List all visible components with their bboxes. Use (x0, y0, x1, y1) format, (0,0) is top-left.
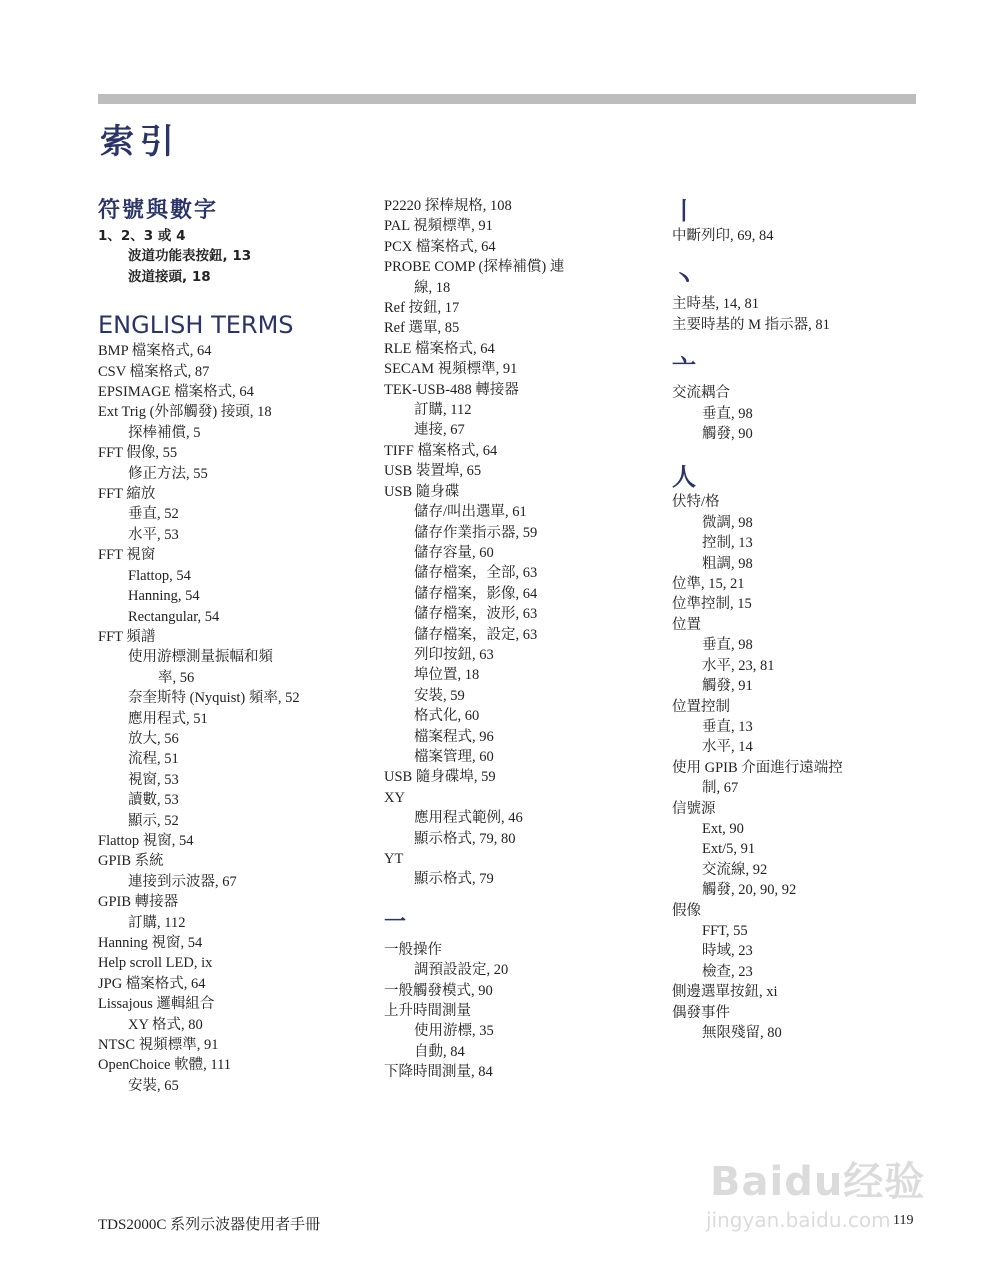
index-entry: PROBE COMP (探棒補償) 連 (384, 259, 565, 276)
index-entry: 位準, 15, 21 (672, 576, 745, 593)
index-subentry: 安裝, 59 (414, 687, 465, 704)
index-section (384, 908, 664, 1083)
index-entry: 主時基, 14, 81 (672, 296, 759, 313)
index-subentry: 儲存容量, 60 (414, 544, 494, 561)
header-rule (98, 94, 916, 104)
index-entry: 信號源 (672, 800, 716, 817)
index-subentry: 格式化, 60 (414, 708, 480, 725)
index-entry: 使用 GPIB 介面進行遠端控 (672, 759, 843, 776)
index-subentry: 粗調, 98 (702, 555, 753, 572)
index-subentry: 時域, 23 (702, 943, 753, 960)
index-subentry: 訂購, 112 (128, 914, 186, 931)
index-subentry: 水平, 14 (702, 739, 753, 756)
index-subentry: 連接到示波器, 67 (128, 873, 237, 890)
index-subentry: 波道功能表按鈕, 13 (128, 248, 252, 265)
index-entry: 位置控制 (672, 698, 730, 715)
index-subentry: 調預設設定, 20 (414, 962, 509, 979)
index-subentry: 檔案程式, 96 (414, 728, 494, 745)
index-entry: USB 隨身碟 (384, 483, 460, 500)
index-subentry: Rectangular, 54 (128, 608, 220, 625)
index-subentry: 儲存檔案，全部, 63 (414, 565, 538, 582)
index-subentry: 探棒補償, 5 (128, 424, 201, 441)
index-subentry: 埠位置, 18 (414, 667, 480, 684)
index-entry: Help scroll LED, ix (98, 955, 213, 972)
index-entry: TIFF 檔案格式, 64 (384, 442, 498, 459)
index-entry: TEK-USB-488 轉接器 (384, 381, 519, 398)
index-entry: FFT 縮放 (98, 486, 156, 503)
index-entry: 假像 (672, 902, 701, 919)
index-subentry: 波道接頭, 18 (128, 268, 211, 285)
index-entry: PAL 視頻標準, 91 (384, 218, 493, 235)
index-entry: 一般觸發模式, 90 (384, 982, 493, 999)
index-entry: BMP 檔案格式, 64 (98, 343, 212, 360)
index-subentry: 制, 67 (702, 780, 739, 797)
index-subentry: 儲存作業指示器, 59 (414, 524, 538, 541)
index-entry: Hanning 視窗, 54 (98, 935, 203, 951)
index-entry: 主要時基的 M 指示器, 81 (672, 316, 830, 333)
index-section (672, 264, 932, 335)
index-column-2 (384, 196, 664, 1083)
index-subentry: 自動, 84 (414, 1043, 465, 1060)
index-entry: 上升時間測量 (384, 1003, 471, 1020)
index-entry: YT (384, 851, 404, 867)
index-entry: Flattop 視窗, 54 (98, 832, 194, 849)
index-subentry: 交流線, 92 (702, 861, 768, 878)
index-subentry: 應用程式範例, 46 (414, 810, 523, 827)
index-entry: 中斷列印, 69, 84 (672, 228, 774, 244)
index-subentry: 水平, 23, 81 (702, 657, 775, 674)
index-subentry: Ext, 90 (702, 820, 744, 837)
index-subentry: 視窗, 53 (128, 771, 179, 788)
index-entry: 交流耦合 (672, 385, 730, 402)
index-subentry: 檢查, 23 (702, 963, 753, 980)
index-subentry: 觸發, 20, 90, 92 (702, 882, 797, 899)
index-entry: SECAM 視頻標準, 91 (384, 361, 518, 378)
index-subentry: 儲存/叫出選單, 61 (414, 504, 527, 521)
index-entry: Ext Trig (外部觸發) 接頭, 18 (98, 404, 272, 421)
index-section (672, 462, 932, 1043)
index-subentry: 修正方法, 55 (128, 465, 208, 482)
index-section (98, 196, 373, 287)
index-column-3 (672, 196, 932, 1043)
index-entry: EPSIMAGE 檔案格式, 64 (98, 384, 254, 401)
page-number: 119 (893, 1213, 914, 1228)
index-entry: 位置 (672, 616, 701, 633)
index-entry: JPG 檔案格式, 64 (98, 975, 206, 992)
page-title: 索引 (100, 122, 180, 162)
index-subentry: 儲存檔案，設定, 63 (414, 626, 538, 643)
index-entry: Ref 選單, 85 (384, 320, 460, 337)
index-subentry: 訂購, 112 (414, 402, 472, 419)
index-section (384, 196, 664, 890)
index-subentry: 線, 18 (414, 279, 451, 296)
index-subentry: 顯示格式, 79 (414, 871, 494, 888)
index-entry: RLE 檔案格式, 64 (384, 340, 495, 357)
section-heading: 亠 (672, 354, 698, 383)
index-subentry: FFT, 55 (702, 922, 748, 939)
index-subentry: 使用游標測量振幅和頻 (128, 649, 273, 666)
index-entry: NTSC 視頻標準, 91 (98, 1037, 219, 1054)
index-entry: P2220 探棒規格, 108 (384, 198, 512, 214)
index-subentry: 應用程式, 51 (128, 710, 208, 727)
index-subentry: 顯示格式, 79, 80 (414, 830, 516, 847)
index-subentry: 無限殘留, 80 (702, 1025, 782, 1041)
index-subentry: 檔案管理, 60 (414, 748, 494, 765)
footer-manual-title: TDS2000C 系列示波器使用者手冊 (98, 1217, 321, 1233)
index-entry: USB 隨身碟埠, 59 (384, 769, 496, 786)
index-entry: OpenChoice 軟體, 111 (98, 1057, 232, 1074)
watermark-url: jingyan.baidu.com (706, 1208, 891, 1232)
index-subentry: 列印按鈕, 63 (414, 646, 494, 663)
index-subentry: 垂直, 13 (702, 718, 753, 735)
index-subentry: 使用游標, 35 (414, 1023, 494, 1040)
section-heading: 符號與數字 (98, 198, 219, 223)
index-subentry: 奈奎斯特 (Nyquist) 頻率, 52 (128, 690, 300, 707)
index-subentry: 垂直, 98 (702, 637, 753, 654)
section-heading: 丨 (672, 197, 698, 225)
index-entry: Lissajous 邏輯組合 (98, 996, 215, 1013)
index-entry: 偶發事件 (672, 1004, 730, 1021)
index-section (672, 196, 932, 246)
index-subentry: 連接, 67 (414, 422, 465, 439)
index-section (672, 353, 932, 444)
section-heading: 人 (672, 463, 698, 492)
index-subentry: 觸發, 90 (702, 426, 753, 443)
index-entry: FFT 視窗 (98, 547, 156, 564)
index-subentry: Ext/5, 91 (702, 841, 756, 858)
index-entry: Ref 按鈕, 17 (384, 300, 460, 317)
index-entry: 下降時間測量, 84 (384, 1064, 493, 1081)
section-heading: ENGLISH TERMS (98, 311, 294, 340)
index-entry: FFT 頻譜 (98, 628, 156, 645)
index-subentry: 顯示, 52 (128, 812, 179, 829)
index-section (98, 309, 373, 1096)
index-subentry: 放大, 56 (128, 730, 179, 747)
index-subentry: Hanning, 54 (128, 588, 200, 605)
index-subentry: 儲存檔案，波形, 63 (414, 606, 538, 623)
section-heading: 丶 (672, 265, 698, 294)
index-entry: CSV 檔案格式, 87 (98, 363, 210, 380)
index-entry: PCX 檔案格式, 64 (384, 238, 496, 255)
index-entry: 伏特/格 (672, 494, 720, 511)
watermark-brand: Baidu经验 (710, 1159, 926, 1205)
index-subentry: 儲存檔案，影像, 64 (414, 585, 538, 602)
index-subentry: 觸發, 91 (702, 678, 753, 695)
index-entry: 1、2、3 或 4 (98, 228, 186, 244)
index-subentry: XY 格式, 80 (128, 1016, 203, 1033)
index-entry: USB 裝置埠, 65 (384, 463, 482, 480)
index-subentry: 微調, 98 (702, 514, 753, 531)
index-entry: FFT 假像, 55 (98, 445, 178, 462)
index-subentry: 流程, 51 (128, 751, 179, 768)
index-entry: 側邊選單按鈕, xi (672, 984, 778, 1001)
watermark-logo (700, 1130, 930, 1240)
index-subentry: 讀數, 53 (128, 792, 179, 809)
section-heading: 一 (384, 909, 409, 935)
index-subentry: Flattop, 54 (128, 567, 191, 584)
index-entry: GPIB 轉接器 (98, 894, 179, 911)
index-subentry: 垂直, 98 (702, 405, 753, 422)
index-column-1 (98, 196, 373, 1096)
index-entry: GPIB 系統 (98, 853, 164, 870)
index-subentry: 率, 56 (158, 669, 195, 686)
index-entry: 位準控制, 15 (672, 596, 752, 613)
index-entry: XY (384, 789, 405, 806)
index-subentry: 控制, 13 (702, 535, 753, 552)
index-subentry: 水平, 53 (128, 526, 179, 543)
index-subentry: 垂直, 52 (128, 506, 179, 523)
index-subentry: 安裝, 65 (128, 1077, 179, 1094)
index-entry: 一般操作 (384, 941, 442, 958)
